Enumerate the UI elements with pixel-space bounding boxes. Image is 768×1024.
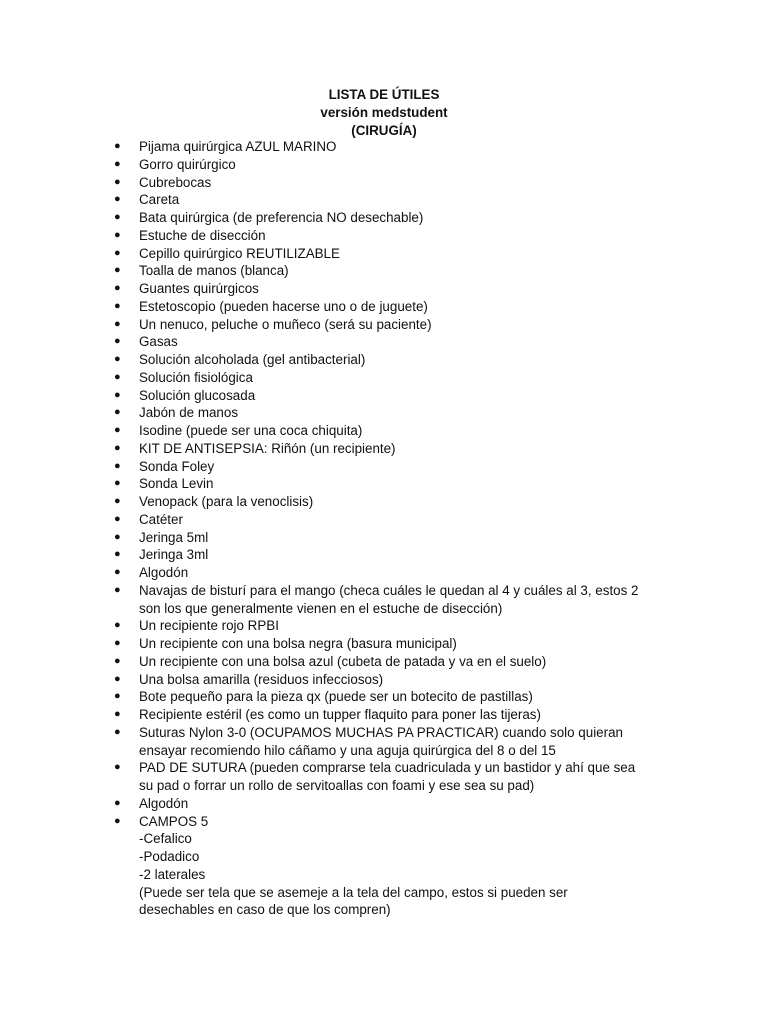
list-item-text: Bata quirúrgica (de preferencia NO desechable) xyxy=(139,210,424,225)
title-line-2: versión medstudent xyxy=(320,105,448,120)
title-line-1: LISTA DE ÚTILES xyxy=(328,87,440,102)
list-item xyxy=(0,333,768,351)
list-item xyxy=(0,440,768,458)
list-item xyxy=(0,369,768,387)
list-item-text: Toalla de manos (blanca) xyxy=(139,263,289,279)
document-title xyxy=(0,86,768,140)
list-item-text: Isodine (puede ser una coca chiquita) xyxy=(139,423,363,438)
list-item-text: Algodón xyxy=(139,565,189,580)
list-item xyxy=(0,227,768,245)
bullet-icon: ● xyxy=(114,495,121,507)
list-item-text: su pad o forrar un rollo de servitoallas con foami y ese sea su pad) xyxy=(139,778,535,793)
list-item-text: Bote pequeño para la pieza qx (puede ser un botecito de pastillas) xyxy=(139,689,533,705)
bullet-icon: ● xyxy=(114,512,121,525)
bullet-icon: ● xyxy=(114,246,121,259)
list-item xyxy=(0,458,768,476)
bullet-icon: ● xyxy=(114,708,121,720)
list-item-text: -Podadico xyxy=(139,849,200,864)
list-item xyxy=(0,280,768,298)
bullet-icon: ● xyxy=(114,335,121,348)
list-item xyxy=(0,795,768,813)
list-item-text: Cepillo quirúrgico REUTILIZABLE xyxy=(139,245,340,261)
list-item xyxy=(0,262,768,280)
list-item-text: son los que generalmente vienen en el estuche de disección) xyxy=(139,600,503,616)
list-item xyxy=(0,191,768,209)
bullet-icon: ● xyxy=(114,548,121,561)
list-item xyxy=(0,298,768,316)
list-item-text: Recipiente estéril (es como un tupper flaquito para poner las tijeras) xyxy=(139,707,541,722)
list-item-text: KIT DE ANTISEPSIA: Riñón (un recipiente) xyxy=(139,440,396,456)
list-item-text: Estuche de disección xyxy=(139,227,266,243)
list-item-text: Solución glucosada xyxy=(139,387,256,403)
list-item xyxy=(0,511,768,529)
list-item xyxy=(0,546,768,564)
list-item xyxy=(0,245,768,263)
list-item-text: Solución alcoholada (gel antibacterial) xyxy=(139,352,366,367)
list-item-text: Algodón xyxy=(139,795,189,811)
list-item xyxy=(0,688,768,706)
list-item xyxy=(0,138,768,156)
bullet-icon: ● xyxy=(114,654,121,667)
list-item-text: Solución fisiológica xyxy=(139,369,253,385)
bullet-icon: ● xyxy=(114,299,121,312)
list-item-text: Jeringa 5ml xyxy=(139,529,209,545)
list-item xyxy=(0,635,768,653)
list-item-text: Pijama quirúrgica AZUL MARINO xyxy=(139,139,337,154)
list-item xyxy=(0,174,768,192)
list-item-text: Gasas xyxy=(139,334,178,350)
list-item-text: CAMPOS 5 xyxy=(139,813,209,829)
list-item-text: Careta xyxy=(139,192,180,208)
bullet-icon: ● xyxy=(114,406,121,419)
list-item xyxy=(0,759,768,795)
bullet-icon: ● xyxy=(114,388,121,401)
bullet-icon: ● xyxy=(114,672,121,685)
list-item xyxy=(0,724,768,760)
bullet-icon: ● xyxy=(114,353,121,365)
bullet-icon: ● xyxy=(114,583,121,596)
list-item-text: Sonda Foley xyxy=(139,458,215,474)
bullet-icon: ● xyxy=(114,317,121,330)
list-item xyxy=(0,387,768,405)
list-item-text: Suturas Nylon 3-0 (OCUPAMOS MUCHAS PA PRACTICAR) cuando solo quieran xyxy=(139,724,623,740)
list-item xyxy=(0,351,768,369)
list-item-text: desechables en caso de que los compren) xyxy=(139,902,391,918)
list-item-text: (Puede ser tela que se asemeje a la tela del campo, estos si pueden ser xyxy=(139,884,568,900)
list-item xyxy=(0,422,768,440)
list-item xyxy=(0,653,768,671)
list-item xyxy=(0,582,768,618)
list-item xyxy=(0,617,768,635)
list-item xyxy=(0,529,768,547)
bullet-icon: ● xyxy=(114,282,121,294)
bullet-icon: ● xyxy=(114,637,121,649)
bullet-icon: ● xyxy=(114,370,121,383)
bullet-icon: ● xyxy=(114,619,121,632)
list-item-text: PAD DE SUTURA (pueden comprarse tela cuadriculada y un bastidor y ahí que sea xyxy=(139,760,636,776)
bullet-icon: ● xyxy=(114,796,121,809)
bullet-icon: ● xyxy=(114,459,121,472)
list-item-text: -Cefalico xyxy=(139,831,192,847)
list-item-text: Navajas de bisturí para el mango (checa cuáles le quedan al 4 y cuáles al 3, estos 2 xyxy=(139,582,639,598)
list-item xyxy=(0,564,768,582)
bullet-icon: ● xyxy=(114,157,121,170)
list-item-text: ensayar recomiendo hilo cáñamo y una aguja quirúrgica del 8 o del 15 xyxy=(139,742,556,758)
bullet-icon: ● xyxy=(114,193,121,206)
list-item-text: Catéter xyxy=(139,511,183,527)
list-item-text: -2 laterales xyxy=(139,866,206,882)
list-item-text: Jeringa 3ml xyxy=(139,547,209,563)
list-item-text: Venopack (para la venoclisis) xyxy=(139,494,314,509)
list-item-text: Un recipiente rojo RPBI xyxy=(139,618,279,634)
bullet-icon: ● xyxy=(114,441,121,454)
bullet-icon: ● xyxy=(114,725,121,738)
bullet-icon: ● xyxy=(114,175,121,188)
bullet-icon: ● xyxy=(114,761,121,774)
list-item-text: Gorro quirúrgico xyxy=(139,156,236,172)
bullet-icon: ● xyxy=(114,690,121,703)
list-item xyxy=(0,706,768,724)
title-line-3: (CIRUGÍA) xyxy=(351,123,417,138)
list-item xyxy=(0,404,768,422)
list-item-text: Un nenuco, peluche o muñeco (será su paciente) xyxy=(139,316,432,332)
bullet-icon: ● xyxy=(114,477,121,490)
list-item xyxy=(0,671,768,689)
list-item xyxy=(0,209,768,227)
list-item xyxy=(0,316,768,334)
bullet-icon: ● xyxy=(114,264,121,277)
bullet-icon: ● xyxy=(114,814,121,827)
list-item-text: Un recipiente con una bolsa azul (cubeta de patada y va en el suelo) xyxy=(139,653,547,669)
list-item-text: Jabón de manos xyxy=(139,405,239,421)
supply-list xyxy=(0,138,768,919)
bullet-icon: ● xyxy=(114,424,121,436)
bullet-icon: ● xyxy=(114,140,121,152)
bullet-icon: ● xyxy=(114,566,121,578)
list-item xyxy=(0,813,768,920)
list-item xyxy=(0,156,768,174)
bullet-icon: ● xyxy=(114,211,121,223)
bullet-icon: ● xyxy=(114,530,121,543)
list-item-text: Estetoscopio (pueden hacerse uno o de juguete) xyxy=(139,298,428,314)
list-item xyxy=(0,475,768,493)
list-item-text: Sonda Levin xyxy=(139,476,214,492)
list-item-text: Guantes quirúrgicos xyxy=(139,281,259,296)
list-item xyxy=(0,493,768,511)
list-item-text: Un recipiente con una bolsa negra (basura municipal) xyxy=(139,636,457,651)
bullet-icon: ● xyxy=(114,228,121,241)
list-item-text: Una bolsa amarilla (residuos infecciosos) xyxy=(139,671,384,687)
list-item-text: Cubrebocas xyxy=(139,174,212,190)
